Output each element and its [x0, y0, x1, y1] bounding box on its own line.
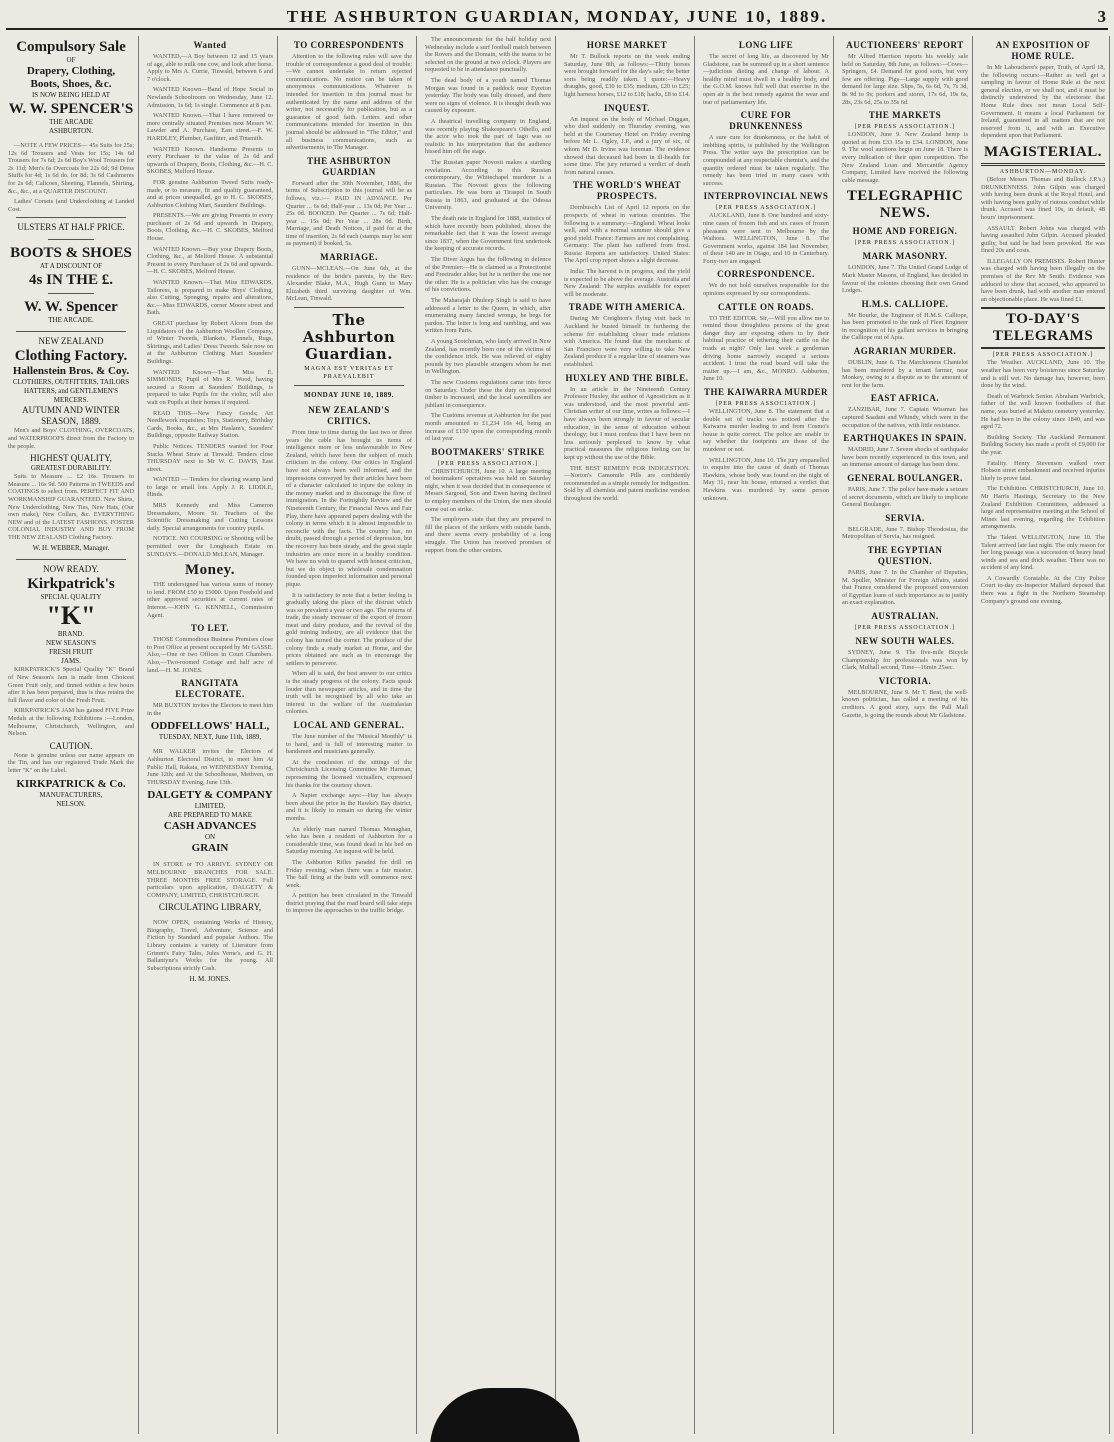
article-text: THE BEST REMEDY FOR INDIGESTION.—Norton's Camomile Pills are confidently recommended as a simple remedy for indigestion. Sold by all chemists and patent medicine vendors throughout the world. [564, 464, 690, 502]
article-text: The Russian paper Novosti makes a startling revelation. According to this Russian contemporary, the Whitechapel murderer is a Russian. The Novosti gives the following particulars. He was born at Tiraspol in South Russia in 1863, and graduated at the Odessa University. [425, 158, 551, 212]
ad-body-text: KIRKPATRICK'S Special Quality "K" Brand of New Season's Jam is made from Choicest Green Fruit only, and tinned within a few hours after it has been prepared, thus is thus retains the full flavor and color of the Fresh Fruit. [8, 666, 134, 704]
article-text: An elderly man named Thomas Monaghan, who has been a resident of Ashburton for a considerable time, was found dead in his bed on Saturday morning. An inquest will be held. [286, 825, 412, 856]
article-text: The Diver Argus has the following in defence of the Premier:—He is claimed as a Protectionist and Freetrader alike; but he is neither the one nor the other. He is a politician who has the courage of his convictions. [425, 256, 551, 294]
article-text: LONDON, June 9. New Zealand hemp is quoted at from £33 15s to £34. LONDON, June 9. The wool auctions begin on June 18. There is every indication of their open competition. The New Zealand Loan and Mercantile Agency Company, Limited have received the following cable message. [842, 131, 968, 184]
article-text: We do not hold ourselves responsible for the opinions expressed by our correspondents. [703, 282, 829, 298]
ad-line: KIRKPATRICK & Co. [16, 777, 126, 790]
paper-title: The Ashburton Guardian. [302, 311, 396, 364]
section-heading: H.M.S. CALLIOPE. [861, 298, 949, 309]
court-heading: ASHBURTON—MONDAY. [999, 168, 1087, 175]
section-heading: HUXLEY AND THE BIBLE. [565, 372, 689, 383]
article-text: The June number of the "Musical Monthly" is to hand, and is full of interesting matter to bandsmen and musicians generally. [286, 733, 412, 756]
ad-line: W. W. Spencer [24, 299, 118, 316]
section-heading: Wanted [193, 40, 227, 50]
classified-text: PRESENTS.—We are giving Presents to every purchaser of 2s 6d and upwards in Drapery, Boots, Clothing, &c.—H. C. SKOBES, Melford House. [147, 212, 273, 243]
article-text: AUCKLAND, June 8. One hundred and sixty-nine cases of frozen fish and six cases of frozen pheasants were sent to Melbourne by the Waihora. WELLINGTON, June 8. The Government works, against 184 last November, of these 140 are in Otago, and 10 in Canterbury. Forty-two are engaged. [703, 212, 829, 265]
ad-line: TUESDAY, NEXT, June 11th, 1889, [158, 733, 262, 742]
section-heading: EAST AFRICA. [870, 393, 940, 404]
section-heading: GENERAL BOULANGER. [847, 473, 963, 483]
section-heading: AUSTRALIAN. [871, 610, 939, 621]
article-text: The Ashburton Rifles paraded for drill on Friday evening, when there was a fair muster. The ball firing at the butts will commence next week. [286, 858, 412, 889]
press-association: [PER PRESS ASSOCIATION.] [437, 460, 539, 467]
ad-line: BOOTS & SHOES [10, 245, 132, 262]
ad-line: SEASON, 1889. [41, 416, 101, 427]
meeting-notice [147, 720, 273, 742]
ad-line: Compulsory Sale [16, 39, 126, 55]
ad-line: ARE PREPARED TO MAKE [167, 811, 253, 820]
article-text: The announcements for the half holiday next Wednesday include a surf football match between the Rovers and the Domain, with the teams to be selected on the ground at two o'clock. Players are requested to be in attendance punctually. [425, 36, 551, 74]
press-association: [PER PRESS ASSOCIATION.] [854, 624, 956, 631]
classified-text: WANTED — Tenders for clearing swamp land to large or small lots. Apply J. R. LIDDLE, Hinds. [147, 476, 273, 499]
section-heading: BOOTMAKERS' STRIKE [431, 446, 545, 457]
article-text: The new Customs regulations came into force on Saturday. Under these the duty on imported timber is increased, and the local sawmillers are jubilant in consequence. [425, 378, 551, 409]
article-text: LONDON, June 7. The United Grand Lodge of Mark Master Masons, of England, has decided in favour of the colonies choosing their own Grand Lodges. [842, 264, 968, 295]
article-text: The secret of long life, as discovered by Mr Gladstone, can be summed up in a short sentence—judicious dieting and change of labour. A healthy mind must dwell in a healthy body, and the G.O.M. knows full well that exercise in the open air is the best remedy against the wear and tear of parliamentary life. [703, 53, 829, 106]
classified-text: WANTED Known—That Miss E. SIMMONDS, Pupil of Mrs R. Wood, having secured a Room at Saunders' Buildings, is prepared to take Pupils for the violin; will also wait on Pupils at their homes if required. [147, 368, 273, 406]
classified-text: WANTED Known—Band of Hope Social in Newlands Schoolroom on Wednesday, June 12. Admission, 1s 6d; 1s single. Commence at 8 p.m. [147, 86, 273, 109]
classified-text: IN STORE or TO ARRIVE. SYDNEY OR MELBOURNE BRANCHES FOR SALE. THREE MONTHS FREE STORAGE. Full particulars upon application, DALGETY & COMPANY, LIMITED, CHRISTCHURCH. [147, 861, 273, 899]
ad-line: IS NOW BEING HELD AT [31, 91, 111, 99]
press-association: [PER PRESS ASSOCIATION.] [854, 240, 956, 247]
classified-text: MR BUXTON invites the Electors to meet him in the [147, 702, 273, 717]
classified-text: NOTICE. NO COURSING or Shooting will be permitted over the Longbeach Estate on SUNDAYS.—DONALD McLEAN, Manager. [147, 535, 273, 558]
article-text: WELLINGTON, June 8. The statement that a double set of tracks was noticed after the Kaiwarra murder leading to and from Cosmo's house is quite correct. The police are unable to say whether the footprints are those of the murderer or not. [703, 408, 829, 453]
ad-line: GREATEST DURABILITY. [30, 464, 112, 473]
ad-line: SPECIAL QUALITY [40, 593, 102, 602]
ad-line: FRESH FRUIT [49, 648, 93, 657]
article-text: ILLEGALLY ON PREMISES. Robert Hunter was charged with having been illegally on the premises of the Rev Mr Smith. Evidence was adduced to show that accused, who appeared to have been drunk, had with another man entered an objectionable place. He was fined £1. [981, 257, 1105, 303]
section-heading: LONG LIFE [738, 40, 794, 50]
ad-body-text: Suits to Measure ... £2 16s. Trousers to Measure ... 16s 9d. 500 Patterns in TWEEDS and COATINGS to select from. PERFECT FIT AND WORKMANSHIP GUARANTEED. New Shirts, New Underclothing, New Ties, New Hats, (Our own make), New Collars, &c. EVERYTHING NEW and of the LATEST FASHIONS. FOSTER COLONIAL INDUSTRY AND BUY FROM THE NEW ZEALAND Clothing Factory. [8, 473, 134, 541]
ad-line: BRAND. [57, 630, 85, 639]
classified-text: WANTED Known. Handsome Presents to every Purchaser to the value of 2s 6d and upwards of Drapery, Boots, Clothing, &c.—H. C. SKOBES, Melford House. [147, 145, 273, 176]
article-text: In an article in the Nineteenth Century Professor Huxley, the author of Agnosticism as it was understood, and the most powerful anti-Christian writer of our time, writes as follows:—I have always been strongly in favour of secular education, in the sense of education without theology; but I must confess that I have been no less seriously perplexed to know by what practical measures the religious feeling can be kept up without the use of the Bible. [564, 385, 690, 461]
section-heading: THE MARKETS [868, 110, 942, 121]
article-text: DUBLIN, June 6. The Marchioness Chantelot has been murdered by a tenant farmer, near Monkey, owing to a dispute as to the amount of rent for the farm. [842, 359, 968, 389]
spencer-sale-ad [8, 38, 134, 136]
ad-line: OF [66, 56, 76, 64]
ad-line: Drapery, Clothing, [26, 65, 116, 77]
ad-body-text: KIRKPATRICK'S JAM has gained FIVE Prize Medals at the following Exhibitions :—London, Melbourne, Christchurch, Wellington, and Nelson. [8, 707, 134, 738]
article-text: BELGRADE, June 7. Bishop Theodosius, the Metropolitan of Servia, has resigned. [842, 525, 968, 541]
column-5 [560, 36, 695, 1434]
article-text: ZANZIBAR, June 7. Captain Wissman has captured Saadani and Whindy, which were in the occupation of the natives, with little resistance. [842, 406, 968, 429]
ad-line: LIMITED, [194, 802, 226, 811]
classified-text: THE undersigned has various sums of money to lend. FROM £50 to £5000. Upon Freehold and other approved securities at current rates of Interest.—JOHN G. KENNELL, Commission Agent. [147, 581, 273, 619]
section-heading: THE EGYPTIAN QUESTION. [867, 544, 943, 566]
ad-line: ODDFELLOWS' HALL, [150, 720, 270, 733]
section-heading: INQUEST. [603, 102, 651, 113]
classified-text: MRS Kennedy and Miss Cameron Dressmakers, Moore St. Teachers of the Scientific Dressmaking and Cutting Lessons daily. Special arrangements for country pupils. [147, 502, 273, 532]
article-text: The Talent. WELLINGTON, June 10. The Talent arrived late last night. The only reason for her long passage was a succession of heavy head winds and sea and thick weather. There was no accident of any kind. [981, 533, 1105, 572]
ad-line: AT A DISCOUNT OF [39, 262, 103, 271]
classified-text: FOR genuine Ashburton Tweed Suits ready-made, or to measure, fit and quality guaranteed, and at prices unequalled, go to H. C. SKOBES, Ashburton Clothing Mart, Saunders' Buildings. [147, 178, 273, 209]
ad-line: Kirkpatrick's [27, 576, 115, 593]
ad-line: NEW SEASON'S [46, 639, 96, 648]
ad-line: CIRCULATING LIBRARY, [158, 902, 262, 913]
classified-text: WANTED Known.—That I have removed to more centrally situated Premises next Messrs W. Lawder and A. Purchase, East street.—F. W. HARDLEY, Plumber, Gasfitter, and Tinsmith. [147, 112, 273, 142]
classified-text: Public Notices. TENDERS wanted for Four Stacks Wheat Straw at Tinwald. Tenders close THURSDAY next to Mr W. C. DAVIS, East street. [147, 442, 273, 473]
ad-line: Hallenstein Bros. & Coy. [12, 365, 130, 378]
article-text: PARIS, June 7. In the Chamber of Deputies, M. Spuller, Minister for Foreign Affairs, stated that France considered the proposed conversion of Egyptian loans of such importance as to justify an exact explanation. [842, 568, 968, 607]
article-text: From time to time during the last two or three years the cable has brought us items of intelligence more or less unfavourable to New Zealand, which have been the subject of much criticism in the colony. Our critics in England have not always been well informed, and the impressions conveyed by their articles have been of a character calculated to injure the colony in the money market and to discourage the flow of immigration. In the Fortnightly Review and the Nineteenth Century, the Financial News and Fair Play, there have appeared papers dealing with the colony in terms which it is almost impossible to reconcile with the facts. The country has, no doubt, passed through a period of depression, but the recovery has been steady, and the great staple industries are once more in a healthy condition. We have no wish to quarrel with honest criticism, but we do object to wholesale condemnation founded upon imperfect information and personal pique. [286, 429, 412, 588]
article-text: A Napier exchange says:—Hay has always been about the price in the Hawke's Bay district, and it is likely to remain so during the winter months. [286, 792, 412, 822]
ad-line: MANUFACTURERS, [39, 790, 103, 799]
ad-body-text: None is genuine unless our name appears on the Tin, and has our registered Trade Mark the letter "K" on the Label. [8, 751, 134, 774]
column-7 [838, 36, 973, 1434]
classified-text: MR WALKER invites the Electors of Ashburton Electoral District, to meet him At Public Hall, Rakaia, on WEDNESDAY Evening, June 12th; and At the Schoolhouse, Methven, on THURSDAY Evening, June 13th. [147, 748, 273, 786]
article-text: Attention to the following rules will save the trouble of correspondence a good deal of trouble:—We cannot undertake to return rejected communications. No notice can be taken of anonymous communications. Whatever is intended for insertion in this journal must be authenticated by the name and address of the writer, not necessarily for publication, but as a guarantee of good faith. Letters and other communications intended for insertion in this journal should be addressed to "The Editor," and all business communications, such as advertisements, to The Manager. [286, 53, 412, 152]
classified-text: WANTED Known.—That Miss EDWARDS, Tailoress, is prepared to make Boys' Clothing, also Cutting, Sponging, repairs and alterations, &c.—Miss EDWARDS, corner Moore street and Bath. [147, 279, 273, 317]
article-text: In Mr Labouchere's paper, Truth, of April 18, the following occurs:—Rather as well get a sampling in favour of Home Rule at the next general election, or we shall not, and it must be distinctly understood by the electorate that Home Rule does not mean Local Self-Government. It means a local Parliament for Ireland, guaranteed in all matters that are not reserved from it, and with an Executive dependent upon that Parliament. [981, 64, 1105, 140]
article-text: Fatality. Henry Stevenson walked over Hobson street embankment and received injuries likely to prove fatal. [981, 459, 1105, 482]
ad-line: 4s IN THE £. [29, 272, 113, 289]
article-text: A Cowardly Constable. At the City Police Court to-day ex-Inspector Mallard deposed that there was a fight in the Northern Steamship Company's ground one evening. [981, 574, 1105, 605]
section-heading: THE KAIWARRA MURDER [703, 387, 828, 397]
section-heading: THE WORLD'S WHEAT PROSPECTS. [572, 180, 682, 202]
article-text: Mr Bourke, the Engineer of H.M.S. Calliope, has been promoted to the rank of Fleet Engineer in recognition of his gallant services in bringing the Calliope out of Apia. [842, 311, 968, 342]
kirkpatrick-jams-ad [8, 564, 134, 808]
ad-line: CLOTHIERS, OUTFITTERS, TAILORS HATTERS, and GENTLEMEN'S MERCERS. [12, 378, 130, 405]
section-heading: AN EXPOSITION OF HOME RULE. [995, 40, 1091, 61]
article-text: PARIS, June 7. The police have made a seizure of secret documents, which are likely to implicate General Boulanger. [842, 486, 968, 509]
section-heading: TRADE WITH AMERICA. [568, 302, 686, 313]
ad-line: Boots, Shoes, &c. [30, 78, 112, 90]
section-heading: CURE FOR DRUNKENNESS [729, 110, 803, 132]
article-text: CHRISTCHURCH, June 10. A large meeting of bootmakers' operatives was held on Saturday night, when it was decided that in consequence of Messrs Sargood, Son and Ewen having declined to employ members of the Union, the men should come out on strike. [425, 467, 551, 513]
section-heading: CORRESPONDENCE. [717, 269, 815, 280]
ad-line: AUTUMN AND WINTER [22, 405, 120, 416]
classified-text: NOW OPEN, containing Works of History, Biography, Travel, Adventure, Science and Fiction by Standard and popular Authors. The Library contains a variety of Literature from Grimm's Fairy Tales, Jules Verne's, and G. H. Ballantyne's Works for the young. All Subscriptions strictly Cash. [147, 919, 273, 972]
boots-shoes-ad [8, 244, 134, 325]
article-text: MELBOURNE, June 9. Mr T. Bent, the well-known politician, has called a meeting of his creditors. A good story, says the Pall Mall Gazette, is going the rounds about Mr Gladstone. [842, 688, 968, 719]
page-number: 3 [1097, 7, 1108, 26]
ad-line: GRAIN [191, 842, 229, 855]
library-signature [147, 975, 273, 984]
paper-motto: MAGNA EST VERITAS ET PRAEVALEBIT [304, 366, 394, 381]
section-heading: MARRIAGE. [320, 252, 378, 263]
section-heading: TO-DAY'S TELEGRAMS [981, 307, 1105, 349]
article-text: WELLINGTON, June 10. The jury empanelled to enquire into the cause of death of Thomas Hawkins, whose body was found on the night of May 31, near his house, returned a verdict that Hawkins was murdered by some person unknown. [703, 456, 829, 502]
section-heading: AUCTIONEERS' REPORT [846, 40, 964, 50]
ad-body-text: Ladies' Corsets (and Underclothing at Landed Cost. [8, 198, 134, 213]
article-text: A theatrical travelling company in England, was recently playing Shakespeare's Othello, and the actor who took the part of Iago was so realistic in his interpretation that the audience hissed him off the stage. [425, 117, 551, 156]
ad-line: DALGETY & COMPANY [147, 789, 273, 802]
section-heading: VICTORIA. [878, 675, 932, 686]
ad-line: W. W. SPENCER'S [8, 101, 134, 117]
article-text: The Maharajah Dhuleep Singh is said to have addressed a letter to the Queen, in which, after enumerating many fancied wrongs, he begs for pardon. The letter is long and rambling, and was written from Paris. [425, 297, 551, 335]
ad-line: THE ARCADE. [48, 316, 94, 325]
ad-body-text: Men's and Boys' CLOTHING, OVERCOATS, and WATERPROOFS direct from the Factory to the people. [8, 427, 134, 450]
press-association: [PER PRESS ASSOCIATION.] [992, 352, 1094, 359]
article-text: Mr T. Bullock reports on the week ending Saturday, June 8th, as follows:—Thirty horses were brought forward for the day's sale; the better sorts being readily taken. I quote:—Heavy draughts, good, £30 to £35; medium, £20 to £25; light harness horses, £12 to £18; hacks, £8 to £14. [564, 53, 690, 98]
article-text: Mr Alfred Harrison reports his weekly sale held on Saturday, 8th June, as follows:—Cows—Springers, £4. Demand for good sorts, but very few are offering. Pigs—Large supply with good demand for large size. Slips, 5s, 6s 6d, 7s, 7s 3d, 8s 9d to 9s; porkers and stores, 17s 6d, 19s 6s, 28s, 23s 6d, 25s to 35s 6d. [842, 53, 968, 106]
classified-text: WANTED,—A Boy between 12 and 15 years of age, able to milk one cow, and look after horse. Apply to Mrs A. Currie, Tinwald, between 6 and 7 o'clock. [147, 53, 274, 83]
ad-line: NOW READY. [43, 564, 99, 575]
press-association: [PER PRESS ASSOCIATION.] [715, 401, 817, 407]
article-text: The Exhibition. CHRISTCHURCH, June 10. Mr Harris Hastings, Secretary to the New Zealand Exhibition Committees, addressed a large and representative meeting at the School of Mines last evening, regarding the Exhibition arrangements. [981, 485, 1105, 531]
dalgety-ad [147, 789, 273, 855]
section-heading: THE ASHBURTON GUARDIAN [307, 155, 391, 177]
issue-date: MONDAY JUNE 10, 1889. [304, 391, 394, 400]
article-text: A sure cure for drunkenness, or the habit of imbibing spirits, is published by the Wellington Press. The writer says the prescription can be compounded at any respectable chemist's, and the quantity ordered must be taken regularly. The remedy has been tried in many cases with success. [703, 134, 829, 187]
column-1 [4, 36, 139, 1434]
hallenstein-ad [8, 336, 134, 553]
masthead [6, 6, 1108, 30]
article-text: The employers state that they are prepared to fill the places of the strikers with outside hands, and there seems every probability of a long struggle. The Union has received promises of support from the other centres. [425, 516, 551, 554]
section-heading: INTERPROVINCIAL NEWS [703, 191, 829, 202]
press-association: [PER PRESS ASSOCIATION.] [715, 205, 817, 212]
ad-line: NEW ZEALAND [38, 336, 104, 347]
article-text: The death rate in England for 1888, statistics of which have recently been published, shows the remarkable fact that it was the lowest average since 1837, when the Government first undertook the keeping of accurate records. [425, 215, 551, 253]
article-text: A young Scotchman, who lately arrived in New Zealand, has recently been one of the victims of the confidence trick. He was relieved of eighty pounds by two plausible strangers whom he met in Wellington. [425, 337, 551, 376]
classified-text: THOSE Commodious Business Premises close to Post Office at present occupied by Mr GASSE. Also,—One or two Offices in Court Chambers. Also,—Two-roomed Cottage and half acre of land.—H. M. JONES. [147, 636, 273, 674]
article-text: Forward after the 30th November, 1886, the terms of Subscription to this journal will be as follows, viz.:— PAID IN ADVANCE. Per Quarter ... 6s 6d; Half-year ... 13s 0d; Per Year ... 25s 0d. BOOKED. Per Quarter ... 7s 6d; Half-year ... 15s 0d; Per Year ... 28s 0d. Birth, Marriage, and Death Notices, if paid for at the time of insertion, 2s 6d each (stamps may be sent as payment) if booked, 5s. [286, 179, 412, 248]
section-heading: AGRARIAN MURDER. [853, 346, 957, 357]
section-heading: HOME AND FOREIGN. [852, 226, 958, 237]
ad-line: "K" [46, 601, 96, 631]
column-4 [421, 36, 556, 1434]
section-heading: NEW ZEALAND'S CRITICS. [308, 405, 390, 427]
article-text: At the conclusion of the sittings of the Christchurch Licensing Committee Mr Harman, representing the licensed victuallers, expressed his thanks for the courtesy shown. [286, 758, 412, 789]
column-8 [977, 36, 1110, 1434]
ad-line: HIGHEST QUALITY, [30, 453, 112, 464]
section-heading: HORSE MARKET [586, 40, 668, 50]
article-text: ASSAULT. Robert Johns was charged with having assaulted John Gilpin. Accused pleaded guilty, but said he had been provoked. He was fined 20s and costs. [981, 224, 1105, 255]
ad-line: ASHBURTON. [49, 127, 93, 135]
masthead-title: THE ASHBURTON GUARDIAN, MONDAY, JUNE 10, 1889. [286, 7, 828, 26]
article-text: A petition has been circulated in the Tinwald district praying that the road board will take steps to improve the approaches to the traffic bridge. [286, 892, 412, 915]
article-text: The dead body of a youth named Thomas Morgan was found in a paddock near Eyreton yesterday. The body was fully dressed, and there were no signs of violence. It is thought death was caused by exposure. [425, 76, 551, 115]
article-text: (Before Messrs Thomas and Bullock J.P.'s.) DRUNKENNESS. John Gilpin was charged with having been drunk at the Royal Hotel, and with having been guilty of riotous conduct while drunk. Accused was fined 10s, in default, 48 hours' imprisonment. [981, 175, 1105, 221]
section-heading: Money. [184, 562, 236, 579]
ad-line: H. M. JONES. [189, 975, 231, 984]
column-3 [282, 36, 417, 1434]
article-text: The Customs revenue at Ashburton for the past month amounted to £1,234 16s 4d, being an increase of £150 upon the corresponding month of last year. [425, 412, 551, 443]
ad-line: CASH ADVANCES [163, 820, 257, 833]
ad-line: ULSTERS AT HALF PRICE. [17, 222, 125, 233]
ad-line: NELSON. [56, 799, 86, 808]
library-ad [147, 902, 273, 913]
section-heading: RANGITATA ELECTORATE. [175, 678, 245, 700]
classified-text: READ THIS—New Fancy Goods; Art Needlework requisites; Toys, Stationery, Birthday Cards, Books, &c., at Mrs Haslam's, Saunders' Buildings, opposite Railway Station. [147, 409, 273, 440]
article-text: TO THE EDITOR. Sir,—Will you allow me to remind those thoughtless persons of the great danger they are exposing others to by their habitual practice of tethering their cattle on the roads at night? Only last week a gentleman driving home narrowly escaped a serious accident. I trust the road board will take the matter up.—I am, &c., MONRO. Ashburton, June 10. [703, 314, 829, 383]
article-text: Death of Warbrick Senior. Abraham Warbrick, father of the well known footballers of that name, was buried at Maketu cemetery yesterday. He had been in the colony since 1840, and was aged 72. [981, 392, 1105, 431]
article-text: The Weather. AUCKLAND, June 10. The weather has been very boisterous since Saturday and is still wet. No damage has, however, been done by the wind. [981, 359, 1105, 390]
article-text: It is satisfactory to note that a better feeling is gradually taking the place of the distrust which was so prevalent a year or two ago. The returns of trade, the steady increase of the export of frozen meat and dairy produce, and the revival of the gold mining industry, are all evidence that the colony has turned the corner. The produce of the colony finds a ready market at Home, and the prices obtained are such as to encourage the settlers to persevere. [286, 591, 412, 667]
classified-text: WANTED Known.—Buy your Drapery Boots, Clothing, &c., at Melford House. A substantial Present to every Purchaser of 2s 6d and upwards.—H. C. SKOBES, Melford House. [147, 245, 273, 276]
article-text: SYDNEY, June 9. The five-mile Bicycle Championship for professionals was won by Clark, Mulhall second, Time—16min 25sec. [842, 648, 968, 672]
section-heading: CATTLE ON ROADS. [717, 301, 815, 312]
ad-line: ON [204, 833, 216, 842]
article-text: Building Society. The Auckland Permanent Building Society has made a profit of £9,000 for the year. [981, 433, 1105, 456]
article-text: An inquest on the body of Michael Duggan, who died suddenly on Thursday evening, was held at the Courtenay Hotel on Friday evening before Mr L. Ogley, J.P., and a jury of six, of whom Mr D. Irvine was foreman. The evidence showed that deceased had been in ill-health for some time. The jury returned a verdict of death from natural causes. [564, 115, 690, 176]
classified-text: GREAT purchase by Robert Alcorn from the Liquidators of the Ashburton Woollen Company, of Winter Tweeds, Blankets, Flannels, Rugs, Skirtings, and Ladies' Dress Tweeds. Sale now on at the Ashburton Clothing Mart Saunders' Buildings. [147, 320, 273, 365]
section-heading: MAGISTERIAL. [981, 144, 1105, 166]
section-heading: LOCAL AND GENERAL. [293, 720, 405, 730]
ad-line: THE ARCADE [49, 118, 93, 126]
column-2 [143, 36, 278, 1434]
article-text: GUNN—MCLEAN.—On June 6th, at the residence of the bride's parents, by the Rev. Alexander Blake, M.A., Hugh Gunn to Mary Elizabeth third surviving daughter of Wm. McLean, Tinwald. [286, 265, 412, 303]
ad-line: CAUTION. [49, 740, 93, 751]
section-heading: EARTHQUAKES IN SPAIN. [843, 433, 967, 444]
ad-line: Clothing Factory. [14, 348, 128, 365]
article-text: Dornbusch's List of April 12 reports on the prospects of wheat in various countries. The following is a summary:—England: Wheat looks well, and with a normal summer should give a good yield. France: Farmers are not complaining. Germany: The plant has suffered from frost. Russia: Reports are satisfactory. United States: The April crop report shows a slight decrease. [564, 204, 690, 265]
section-heading: TO CORRESPONDENTS [293, 40, 405, 50]
column-6 [699, 36, 834, 1434]
section-heading: TELEGRAPHIC NEWS. [846, 188, 964, 222]
section-heading: TO LET. [190, 623, 230, 634]
article-text: MADRID, June 7. Severe shocks of earthquake have been recently experienced in this town, and an immense amount of damage has been done. [842, 446, 968, 469]
article-text: India: The harvest is in progress, and the yield is expected to be above the average. Australia and New Zealand: The surplus available for export will be moderate. [564, 268, 690, 298]
section-heading: SERVIA. [885, 512, 925, 523]
section-heading: MARK MASONRY. [862, 251, 948, 262]
article-text: During Mr Creighton's flying visit back to Auckland he busied himself in furthering the scheme for establishing closer trade relations with America. He found that the merchants of San Francisco were very willing to take New Zealand produce if a regular line of steamers was established. [564, 315, 690, 368]
article-text: When all is said, the best answer to our critics is the steady progress of the colony. Facts speak louder than newspaper articles, and in time the truth will be recognised by all who take an interest in the welfare of the Australasian colonies. [286, 670, 412, 716]
ad-body-text: —NOTE A FEW PRICES— 45s Suits for 25s; 12s 6d Trousers and Vests for 15s; 14s 6d Trousers for 7s 6d; 2s 6d Boy's Wool Trousers for 2s 11d; Men's 6s Overcoats for 22s 6d; 9d Dress Stuffs for 4d; 1s 6d do. for 8d; 3s 6d Cashmeres for 2s 6d; Calicoes, Sheeting, Flannels, Shirting, &c., &c., at a QUARTER DISCOUNT. [8, 142, 134, 195]
press-association: [PER PRESS ASSOCIATION.] [854, 124, 956, 131]
ad-line: W. H. WEBBER, Manager. [32, 544, 110, 553]
section-heading: NEW SOUTH WALES. [855, 635, 955, 646]
ad-line: JAMS. [61, 657, 81, 666]
ulsters-ad [8, 222, 134, 233]
